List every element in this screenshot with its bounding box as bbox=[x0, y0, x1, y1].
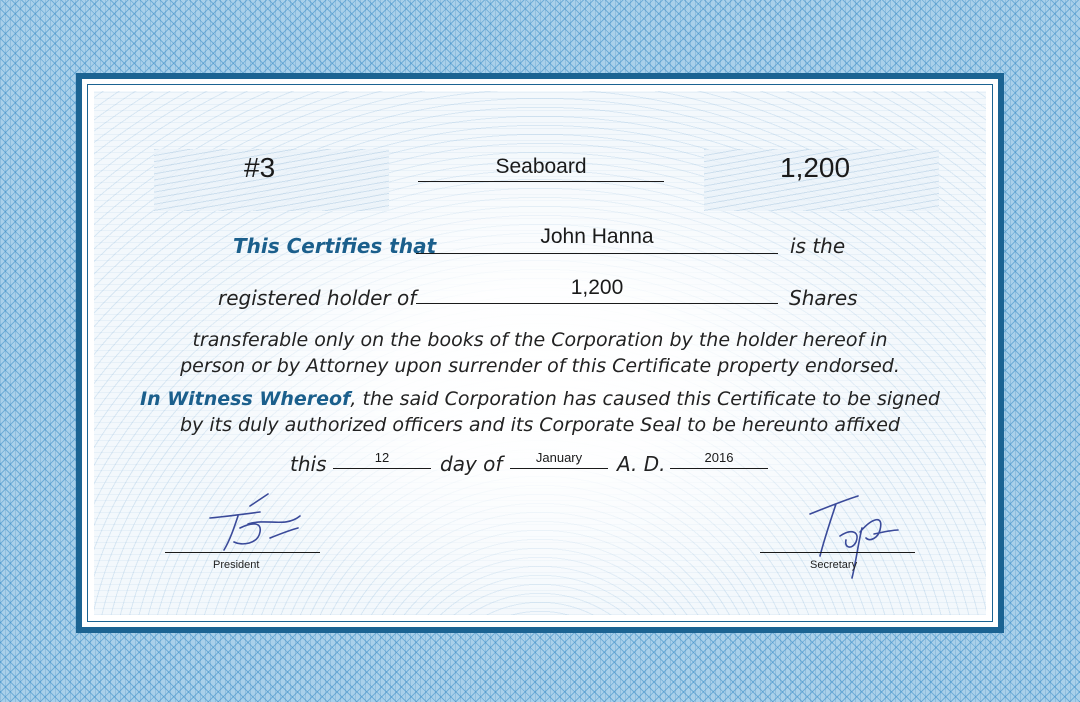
month-value: January bbox=[535, 450, 583, 465]
company-name: Seaboard bbox=[495, 155, 587, 178]
day-value: 12 bbox=[374, 450, 390, 465]
registered-label: registered holder of bbox=[218, 286, 417, 310]
shares-label: Shares bbox=[789, 286, 858, 310]
this-label: this bbox=[290, 452, 327, 476]
transfer-line-2: person or by Attorney upon surrender of this Certificate property endorsed. bbox=[180, 355, 900, 377]
transfer-line-1: transferable only on the books of the Corporation by the holder hereof in bbox=[192, 329, 888, 351]
shares-value: 1,200 bbox=[570, 276, 624, 299]
day-underline bbox=[333, 468, 431, 469]
holder-underline bbox=[416, 253, 778, 254]
year-underline bbox=[670, 468, 768, 469]
president-signature-icon bbox=[190, 488, 310, 558]
witness-line-1 bbox=[120, 386, 960, 412]
month-underline bbox=[510, 468, 608, 469]
president-label: President bbox=[213, 559, 260, 571]
certificate-number: #3 bbox=[244, 152, 276, 183]
share-count-top: 1,200 bbox=[780, 152, 851, 183]
witness-line-2: by its duly authorized officers and its Corporate Seal to be hereunto affixed bbox=[180, 414, 900, 436]
year-value: 2016 bbox=[704, 450, 734, 465]
ad-label: A. D. bbox=[617, 452, 666, 476]
witness-bold: In Witness Whereof bbox=[140, 388, 351, 410]
secretary-label: Secretary bbox=[810, 559, 858, 571]
company-underline bbox=[418, 181, 664, 182]
holder-name: John Hanna bbox=[540, 225, 654, 248]
is-the-label: is the bbox=[790, 234, 846, 258]
day-of-label: day of bbox=[440, 452, 503, 476]
witness-rest: , the said Corporation has caused this Certificate to be signed bbox=[350, 388, 940, 410]
shares-underline bbox=[416, 303, 778, 304]
certifies-label: This Certifies that bbox=[233, 234, 437, 258]
president-line bbox=[165, 552, 320, 553]
secretary-line bbox=[760, 552, 915, 553]
